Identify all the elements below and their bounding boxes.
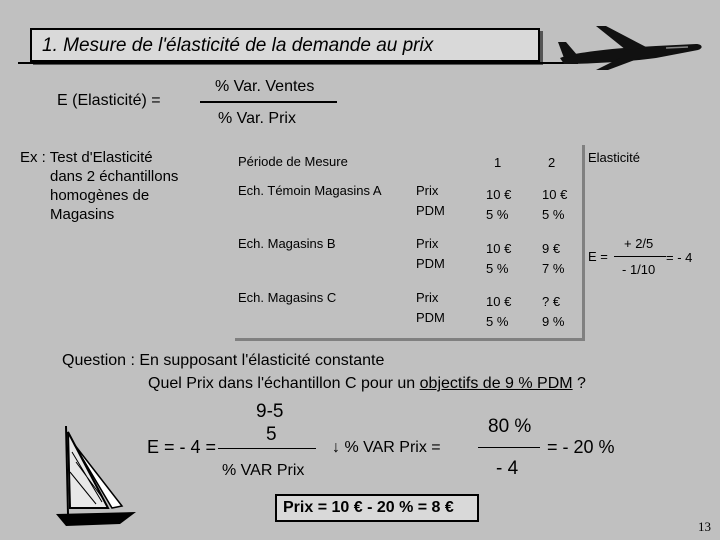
example-line1: Ex : Test d'Elasticité xyxy=(20,149,153,166)
table-row-label: Ech. Témoin Magasins A xyxy=(238,183,382,198)
slide-title: 1. Mesure de l'élasticité de la demande au prix xyxy=(42,35,434,56)
table-row-metric1: Prix xyxy=(416,236,439,251)
elasticity-numerator: + 2/5 xyxy=(624,236,654,251)
down-arrow-icon: ↓ xyxy=(332,439,340,456)
table-header-col2: 2 xyxy=(548,155,556,170)
table-cell: 5 % xyxy=(486,207,509,222)
sailboat-icon xyxy=(52,422,142,530)
table-header-col1: 1 xyxy=(494,155,502,170)
table-row-metric1: Prix xyxy=(416,183,439,198)
example-line3: homogènes de xyxy=(50,187,150,204)
solution-frac2-bottom: - 4 xyxy=(496,458,519,479)
question-line1: Question : En supposant l'élasticité constante xyxy=(62,352,385,369)
table-row-metric1: Prix xyxy=(416,290,439,305)
page-number: 13 xyxy=(698,519,711,534)
example-line4: Magasins xyxy=(50,206,115,223)
table-header-elasticity: Elasticité xyxy=(588,150,641,165)
solution-arrow-text: % VAR Prix = xyxy=(344,439,441,456)
table-cell: 10 € xyxy=(486,241,512,256)
table-row-label: Ech. Magasins C xyxy=(238,290,337,305)
formula-fraction-bar xyxy=(200,101,337,103)
table-cell: 10 € xyxy=(542,187,568,202)
question-objective: objectifs de 9 % PDM xyxy=(419,375,573,392)
table-cell: 5 % xyxy=(486,314,509,329)
table-row-metric2: PDM xyxy=(416,310,445,325)
solution-frac-bottom: % VAR Prix xyxy=(222,462,305,479)
elasticity-fraction-bar xyxy=(614,256,666,257)
solution-frac-top: 9-5 xyxy=(256,401,284,422)
elasticity-lhs: E (Elasticité) = xyxy=(57,92,161,109)
elasticity-denominator: - 1/10 xyxy=(622,262,656,277)
question-line2-prefix: Quel Prix dans l'échantillon C pour un xyxy=(148,375,420,392)
table-row-label: Ech. Magasins B xyxy=(238,236,336,251)
question-line2-suffix: ? xyxy=(572,375,586,392)
table-cell: ? € xyxy=(542,294,561,309)
answer-text: Prix = 10 € - 20 % = 8 € xyxy=(283,499,454,516)
table-cell: 7 % xyxy=(542,261,565,276)
table-cell: 9 € xyxy=(542,241,561,256)
example-line2: dans 2 échantillons xyxy=(50,168,179,185)
solution-frac2-top: 80 % xyxy=(488,416,532,437)
table-row-metric2: PDM xyxy=(416,256,445,271)
table-cell: 9 % xyxy=(542,314,565,329)
table-header-period: Période de Mesure xyxy=(238,154,348,169)
solution-arrow-line xyxy=(332,439,441,457)
solution-frac-mid: 5 xyxy=(266,424,277,445)
elasticity-lhs-small: E = xyxy=(588,249,608,264)
table-cell: 10 € xyxy=(486,294,512,309)
table-cell: 5 % xyxy=(542,207,565,222)
solution-result: = - 20 % xyxy=(547,437,615,457)
solution-fraction2-bar xyxy=(478,447,540,448)
title-underline xyxy=(18,62,578,64)
question-line2 xyxy=(148,375,586,393)
airplane-icon xyxy=(556,18,706,72)
formula-numerator: % Var. Ventes xyxy=(215,78,315,95)
solution-fraction-bar xyxy=(218,448,316,449)
table-cell: 10 € xyxy=(486,187,512,202)
formula-denominator: % Var. Prix xyxy=(218,110,296,127)
table-row-metric2: PDM xyxy=(416,203,445,218)
elasticity-result: = - 4 xyxy=(666,250,693,265)
table-cell: 5 % xyxy=(486,261,509,276)
solution-lhs: E = - 4 = xyxy=(147,437,217,457)
